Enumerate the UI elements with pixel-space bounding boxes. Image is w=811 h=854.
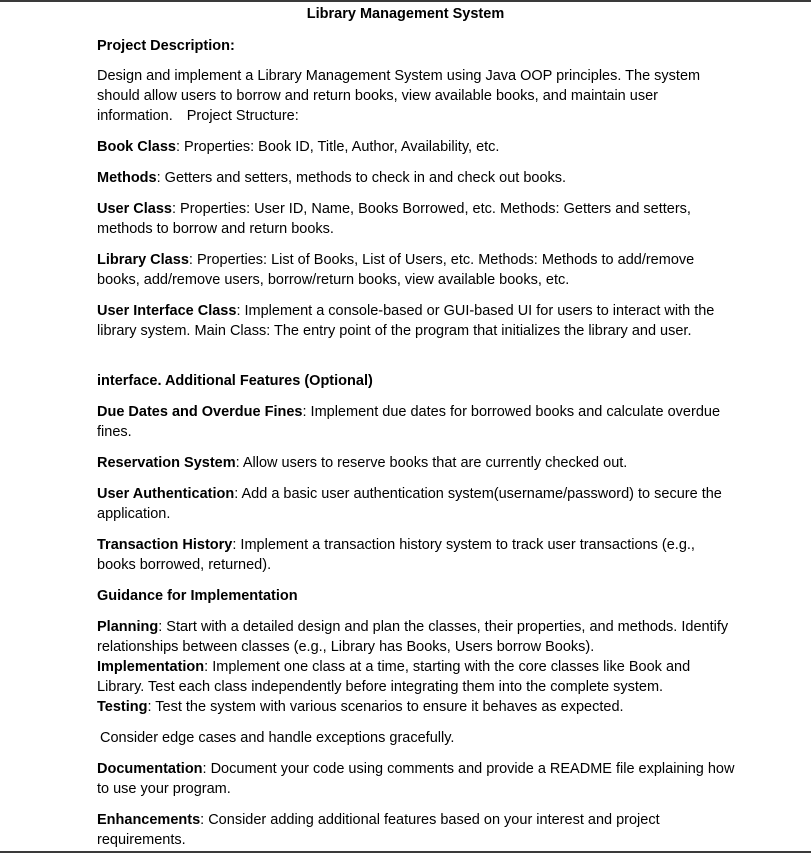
edge-cases-paragraph <box>100 728 740 748</box>
guidance-label: Guidance for Implementation <box>97 588 298 604</box>
ui-class-label: User Interface Class <box>97 303 237 319</box>
due-dates-paragraph <box>97 402 737 442</box>
transaction-history-text: : Implement a transaction history system to track user transactions (e.g., books borrowed, returned). <box>97 537 695 573</box>
planning-paragraph <box>97 617 737 657</box>
bottom-rule <box>0 851 811 853</box>
book-class-text: : Properties: Book ID, Title, Author, Availability, etc. <box>175 139 500 155</box>
transaction-history-label: Transaction History <box>97 537 233 553</box>
planning-label: Planning <box>97 619 159 635</box>
methods-text: : Getters and setters, methods to check in and check out books. <box>156 170 567 186</box>
additional-features-label: interface. Additional Features (Optional) <box>97 373 373 389</box>
book-class-paragraph <box>97 137 737 157</box>
documentation-paragraph <box>97 759 737 799</box>
book-class-label: Book Class <box>97 139 176 155</box>
ui-class-paragraph <box>97 301 737 341</box>
edge-cases-text: Consider edge cases and handle exceptions gracefully. <box>100 730 455 746</box>
implementation-text: : Implement one class at a time, starting with the core classes like Book and Library. Test each class independently before integrating them into the complete system. <box>97 659 691 695</box>
testing-label: Testing <box>97 699 148 715</box>
implementation-label: Implementation <box>97 659 205 675</box>
enhancements-text: : Consider adding additional features based on your interest and project requirements. <box>97 812 660 848</box>
documentation-label: Documentation <box>97 761 203 777</box>
documentation-text: : Document your code using comments and provide a README file explaining how to use your program. <box>97 761 735 797</box>
project-description-body: Design and implement a Library Management System using Java OOP principles. The system should allow users to borrow and return books, view available books, and maintain user information. <box>97 68 701 124</box>
planning-text: : Start with a detailed design and plan the classes, their properties, and methods. Identify relationships between classes (e.g., Library has Books, Users borrow Books). <box>97 619 729 655</box>
library-class-text: : Properties: List of Books, List of Users, etc. Methods: Methods to add/remove books, add/remove users, borrow/return books, view available books, etc. <box>97 252 695 288</box>
testing-paragraph <box>97 697 737 717</box>
page-title: Library Management System <box>306 6 505 22</box>
user-class-paragraph <box>97 199 737 239</box>
methods-paragraph <box>97 168 737 188</box>
reservation-paragraph <box>97 453 737 473</box>
ui-class-text: : Implement a console-based or GUI-based UI for users to interact with the library system. Main Class: The entry point of the program that initializes the library and user. <box>97 303 715 339</box>
library-class-label: Library Class <box>97 252 189 268</box>
testing-text: : Test the system with various scenarios to ensure it behaves as expected. <box>147 699 624 715</box>
due-dates-label: Due Dates and Overdue Fines <box>97 404 303 420</box>
due-dates-text: : Implement due dates for borrowed books and calculate overdue fines. <box>97 404 721 440</box>
enhancements-label: Enhancements <box>97 812 201 828</box>
project-description-heading <box>97 36 737 56</box>
guidance-heading <box>97 586 737 606</box>
project-description-text <box>97 66 737 126</box>
planning-block <box>97 617 737 717</box>
user-class-text: : Properties: User ID, Name, Books Borrowed, etc. Methods: Getters and setters, methods to borrow and return books. <box>97 201 691 237</box>
authentication-paragraph <box>97 484 737 524</box>
user-class-label: User Class <box>97 201 172 217</box>
enhancements-paragraph <box>97 810 737 850</box>
implementation-paragraph <box>97 657 737 697</box>
authentication-label: User Authentication <box>97 486 235 502</box>
project-description-label: Project Description: <box>97 38 235 54</box>
library-class-paragraph <box>97 250 737 290</box>
additional-features-heading <box>97 371 737 391</box>
reservation-label: Reservation System <box>97 455 236 471</box>
authentication-text: : Add a basic user authentication system(username/password) to secure the application. <box>97 486 722 522</box>
project-structure-label: Project Structure: <box>186 108 299 124</box>
reservation-text: : Allow users to reserve books that are currently checked out. <box>235 455 628 471</box>
methods-label: Methods <box>97 170 157 186</box>
transaction-history-paragraph <box>97 535 737 575</box>
